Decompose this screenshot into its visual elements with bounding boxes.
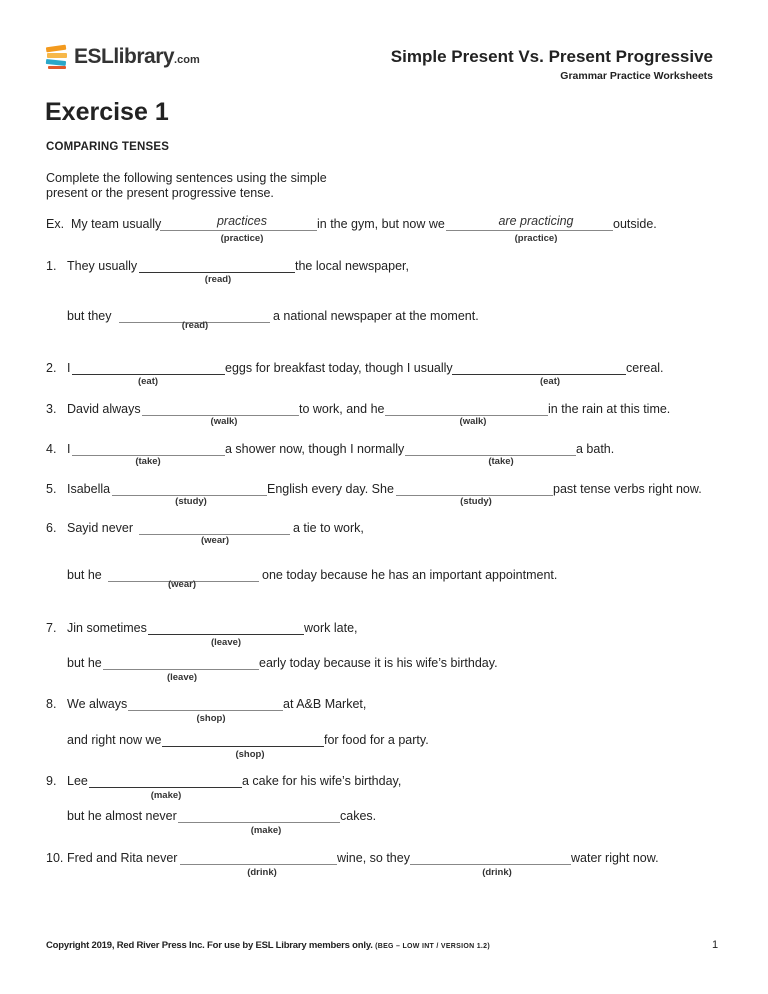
item-number: 4. bbox=[46, 442, 57, 456]
item-text: Jin sometimes bbox=[67, 621, 147, 635]
item-number: 10. bbox=[46, 851, 64, 865]
example-label: Ex. bbox=[46, 217, 65, 231]
answer-blank[interactable] bbox=[180, 864, 337, 865]
example-text-1: My team usually bbox=[71, 217, 162, 231]
verb-hint: (eat) bbox=[137, 376, 159, 387]
item-continuation: for food for a party. bbox=[324, 733, 429, 747]
example-answer-2: are practicing bbox=[498, 214, 574, 228]
item-text: a shower now, though I normally bbox=[225, 442, 405, 456]
answer-blank[interactable] bbox=[410, 864, 571, 865]
verb-hint: (read) bbox=[181, 320, 209, 331]
verb-hint: (eat) bbox=[539, 376, 561, 387]
item-number: 6. bbox=[46, 521, 57, 535]
item-continuation: and right now we bbox=[67, 733, 162, 747]
copyright-text: Copyright 2019, Red River Press Inc. For use by ESL Library members only. bbox=[46, 940, 373, 951]
verb-hint: (read) bbox=[204, 274, 232, 285]
item-text: a cake for his wife’s birthday, bbox=[242, 774, 402, 788]
item-text: past tense verbs right now. bbox=[553, 482, 702, 496]
item-continuation: but he bbox=[67, 568, 102, 582]
item-text: I bbox=[67, 361, 71, 375]
item-text: Fred and Rita never bbox=[67, 851, 178, 865]
item-text: English every day. She bbox=[267, 482, 394, 496]
item-text: water right now. bbox=[571, 851, 659, 865]
item-number: 3. bbox=[46, 402, 57, 416]
verb-hint: (study) bbox=[175, 496, 207, 507]
verb-hint: (practice) bbox=[220, 233, 264, 244]
answer-blank[interactable] bbox=[160, 230, 317, 231]
verb-hint: (make) bbox=[150, 790, 182, 801]
item-continuation: but he bbox=[67, 656, 102, 670]
answer-blank[interactable] bbox=[178, 822, 340, 823]
verb-hint: (drink) bbox=[247, 867, 277, 878]
example-answer-1: practices bbox=[216, 214, 268, 228]
item-text: I bbox=[67, 442, 71, 456]
answer-blank[interactable] bbox=[162, 746, 324, 747]
item-text: a bath. bbox=[576, 442, 615, 456]
answer-blank[interactable] bbox=[72, 374, 225, 375]
item-number: 8. bbox=[46, 697, 57, 711]
item-text: work late, bbox=[304, 621, 358, 635]
item-continuation: early today because it is his wife’s birthday. bbox=[259, 656, 498, 670]
version-text: (BEG – LOW INT / VERSION 1.2) bbox=[375, 943, 490, 950]
verb-hint: (leave) bbox=[166, 672, 198, 683]
esl-library-logo bbox=[44, 42, 200, 72]
verb-hint: (wear) bbox=[168, 579, 196, 590]
example-text-2: in the gym, but now we bbox=[317, 217, 445, 231]
verb-hint: (take) bbox=[135, 456, 161, 467]
item-number: 2. bbox=[46, 361, 57, 375]
item-text: David always bbox=[67, 402, 141, 416]
answer-blank[interactable] bbox=[89, 787, 242, 788]
answer-blank[interactable] bbox=[103, 669, 259, 670]
item-text: in the rain at this time. bbox=[548, 402, 671, 416]
item-number: 9. bbox=[46, 774, 57, 788]
item-text: Isabella bbox=[67, 482, 111, 496]
item-continuation: but they bbox=[67, 309, 112, 323]
example-text-3: outside. bbox=[613, 217, 657, 231]
item-number: 1. bbox=[46, 259, 57, 273]
item-text: eggs for breakfast today, though I usually bbox=[225, 361, 453, 375]
answer-blank[interactable] bbox=[148, 634, 304, 635]
answer-blank[interactable] bbox=[139, 272, 295, 273]
verb-hint: (shop) bbox=[235, 749, 265, 760]
item-text: at A&B Market, bbox=[283, 697, 367, 711]
instructions: Complete the following sentences using the simple present or the present progressive tense. bbox=[46, 171, 327, 200]
verb-hint: (walk) bbox=[210, 416, 238, 427]
item-number: 5. bbox=[46, 482, 57, 496]
item-text: Sayid never bbox=[67, 521, 134, 535]
copyright-footer bbox=[46, 940, 490, 951]
item-text: cereal. bbox=[626, 361, 664, 375]
item-text: the local newspaper, bbox=[295, 259, 409, 273]
verb-hint: (shop) bbox=[196, 713, 226, 724]
item-text: Lee bbox=[67, 774, 88, 788]
worksheet-title: Simple Present Vs. Present Progressive bbox=[390, 47, 713, 66]
verb-hint: (drink) bbox=[482, 867, 512, 878]
book-stack-icon bbox=[44, 43, 70, 71]
item-continuation: cakes. bbox=[340, 809, 377, 823]
verb-hint: (practice) bbox=[514, 233, 558, 244]
section-heading: COMPARING TENSES bbox=[46, 141, 170, 153]
verb-hint: (leave) bbox=[210, 637, 242, 648]
item-number: 7. bbox=[46, 621, 57, 635]
item-text: to work, and he bbox=[299, 402, 385, 416]
verb-hint: (make) bbox=[250, 825, 282, 836]
item-text: a tie to work, bbox=[293, 521, 364, 535]
worksheet-subtitle: Grammar Practice Worksheets bbox=[560, 70, 713, 82]
item-continuation: one today because he has an important appointment. bbox=[262, 568, 558, 582]
verb-hint: (study) bbox=[460, 496, 492, 507]
page-number: 1 bbox=[712, 939, 719, 951]
answer-blank[interactable] bbox=[452, 374, 626, 375]
verb-hint: (wear) bbox=[201, 535, 229, 546]
item-text: They usually bbox=[67, 259, 138, 273]
answer-blank[interactable] bbox=[446, 230, 613, 231]
item-continuation: but he almost never bbox=[67, 809, 177, 823]
item-text: wine, so they bbox=[337, 851, 410, 865]
verb-hint: (take) bbox=[488, 456, 514, 467]
exercise-heading: Exercise 1 bbox=[45, 98, 169, 126]
verb-hint: (walk) bbox=[459, 416, 487, 427]
item-text: We always bbox=[67, 697, 128, 711]
logo-text: ESLlibrary.com bbox=[74, 45, 200, 68]
answer-blank[interactable] bbox=[128, 710, 283, 711]
item-continuation: a national newspaper at the moment. bbox=[273, 309, 479, 323]
